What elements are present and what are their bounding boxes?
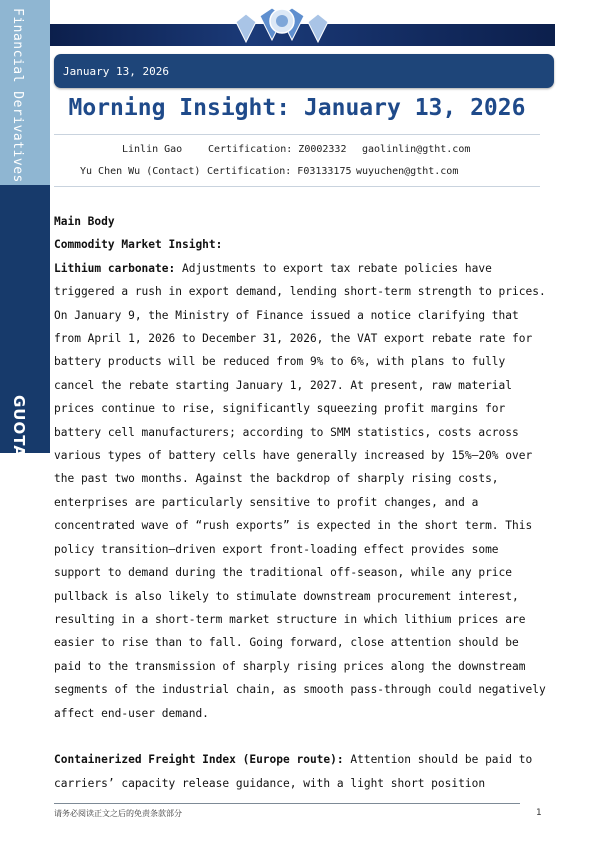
section-heading: Main Body	[54, 215, 115, 228]
paragraph-line: support to demand during the traditional off-season, while any price	[54, 566, 513, 580]
paragraph-line: enterprises are particularly sensitive to profit changes, and a	[54, 495, 479, 509]
paragraph-line	[54, 257, 544, 280]
author-name: Yu Chen Wu (Contact)	[80, 166, 201, 177]
paragraph-line: the past two months. Against the backdrop of sharply rising costs,	[54, 472, 499, 486]
paragraph-line: from April 1, 2026 to December 31, 2026, the VAT export rebate rate for	[54, 332, 533, 346]
paragraph-line: easier to rise than to fall. Going forward, close attention should be	[54, 636, 519, 650]
paragraph-line: prices continue to rise, significantly squeezing profit margins for	[54, 402, 506, 416]
sidebar-company-label: GUOTAI JUNAN FUTURES	[10, 395, 28, 621]
date-bar	[54, 54, 554, 88]
footer-disclaimer: 请务必阅读正文之后的免责条款部分	[54, 809, 182, 818]
author-email[interactable]: gaolinlin@gtht.com	[362, 144, 471, 155]
sidebar-category-label: Financial Derivatives	[10, 8, 25, 183]
sidebar-bottom-panel	[0, 185, 50, 621]
paragraph-line: various types of battery cells have generally increased by 15%–20% over	[54, 449, 533, 463]
paragraph-line: concentrated wave of “rush exports” is expected in the short term. This	[54, 519, 533, 533]
paragraph-line: cancel the rebate starting January 1, 2027. At present, raw material	[54, 378, 513, 392]
report-body	[54, 210, 544, 795]
lithium-label: Lithium carbonate:	[54, 261, 176, 275]
paragraph-line: carriers’ capacity release guidance, with a light short position	[54, 776, 486, 790]
paragraph-line: paid to the transmission of sharply rising prices along the downstream	[54, 659, 526, 673]
author-email[interactable]: wuyuchen@gtht.com	[356, 166, 459, 177]
divider	[54, 186, 540, 187]
paragraph-line: triggered a rush in export demand, lending short-term strength to prices.	[54, 285, 546, 299]
diamond-logo-icon	[232, 4, 332, 50]
divider	[54, 134, 540, 135]
paragraph-line: battery products will be reduced from 9% to 6%, with plans to fully	[54, 355, 506, 369]
paragraph-line: affect end-user demand.	[54, 706, 209, 720]
page-number: 1	[536, 808, 542, 818]
paragraph-line: pullback is also likely to stimulate downstream procurement interest,	[54, 589, 519, 603]
subsection-heading: Commodity Market Insight:	[54, 238, 223, 252]
paragraph-line: segments of the industrial chain, as smooth pass-through could negatively	[54, 683, 546, 697]
report-date: January 13, 2026	[63, 65, 169, 78]
footer-divider	[54, 803, 520, 804]
author-row-1	[122, 144, 182, 155]
paragraph-line: policy transition–driven export front-loading effect provides some	[54, 542, 499, 556]
paragraph-line: On January 9, the Ministry of Finance issued a notice clarifying that	[54, 308, 519, 322]
paragraph-line: resulting in a short-term market structure in which lithium prices are	[54, 612, 526, 626]
page-title: Morning Insight: January 13, 2026	[68, 95, 526, 121]
freight-label: Containerized Freight Index (Europe route):	[54, 753, 344, 767]
paragraph-text: Attention should be paid to	[343, 753, 533, 767]
author-name: Linlin Gao	[122, 144, 183, 155]
paragraph-line: battery cell manufacturers; according to SMM statistics, costs across	[54, 425, 519, 439]
author-certification: Certification: Z0002332	[208, 144, 347, 155]
paragraph-text: Adjustments to export tax rebate policies have	[175, 261, 492, 275]
author-certification: Certification: F03133175	[207, 166, 352, 177]
paragraph-line	[54, 748, 544, 771]
sidebar-top-panel	[0, 0, 50, 185]
